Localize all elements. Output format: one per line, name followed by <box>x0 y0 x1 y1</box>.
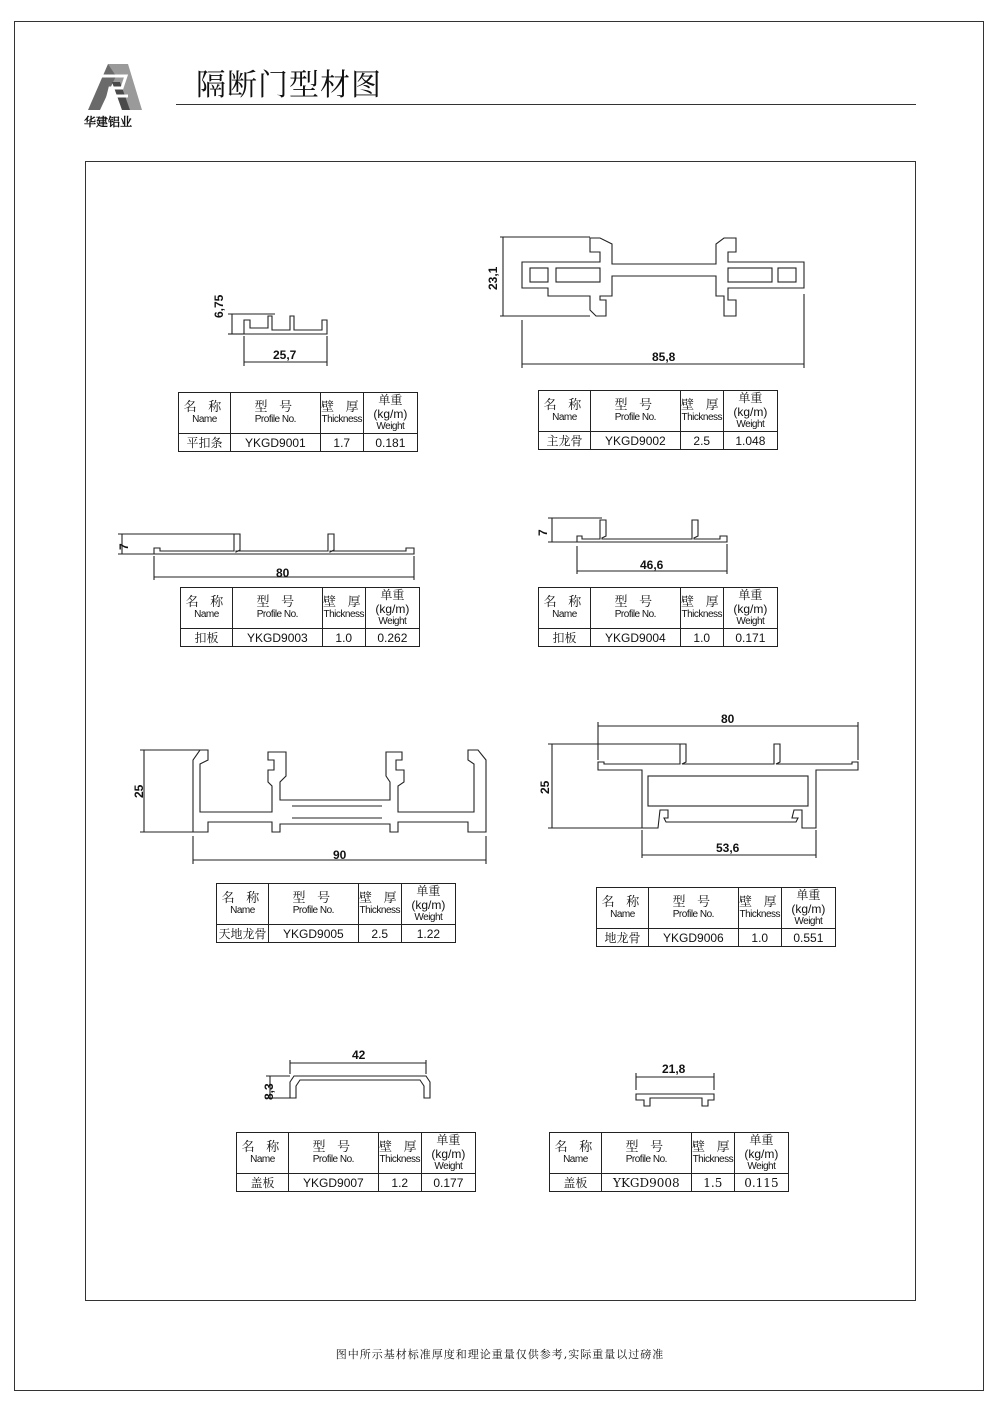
profile-code: YKGD9006 <box>648 929 738 947</box>
header-thickness: 壁 厚 <box>322 594 365 609</box>
header-weight-en: Weight <box>414 912 443 923</box>
profile-drawing-9006 <box>548 722 858 858</box>
profile-weight: 0.177 <box>421 1174 475 1192</box>
dim-height-9004: 7 <box>536 529 550 536</box>
header-profile-en: Profile No. <box>254 414 296 425</box>
header-weight: 单重(kg/m) <box>373 393 408 421</box>
dim-width-9006: 80 <box>721 712 735 726</box>
profile-code: YKGD9002 <box>590 432 680 450</box>
header-name-en: Name <box>230 905 255 916</box>
dim-width-9005: 90 <box>333 848 347 862</box>
dim-width-9001: 25,7 <box>273 348 297 362</box>
header-profile-en: Profile No. <box>256 609 298 620</box>
profile-weight: 0.181 <box>363 434 417 452</box>
profile-name: 盖板 <box>550 1174 602 1192</box>
header-profile: 型 号 <box>614 397 657 412</box>
dim-width-9003: 80 <box>276 566 290 580</box>
header-name: 名 称 <box>543 397 586 412</box>
header-thickness: 壁 厚 <box>738 894 781 909</box>
profile-drawing-9007 <box>266 1060 430 1098</box>
profile-weight: 0.171 <box>723 629 777 647</box>
spec-table-9004 <box>538 587 778 647</box>
profile-drawing-9002 <box>500 237 804 368</box>
profile-name: 平扣条 <box>179 434 231 452</box>
dim-height-9002: 23,1 <box>486 266 500 290</box>
header-name: 名 称 <box>221 890 264 905</box>
header-weight: 单重(kg/m) <box>733 588 768 616</box>
profile-drawing-9003 <box>118 534 414 580</box>
profile-drawing-9008 <box>636 1073 714 1106</box>
header-profile: 型 号 <box>614 594 657 609</box>
header-thickness-en: Thickness <box>379 1154 421 1165</box>
profile-weight: 0.551 <box>781 929 835 947</box>
header-weight: 单重(kg/m) <box>375 588 410 616</box>
header-thickness-en: Thickness <box>739 909 781 920</box>
header-profile: 型 号 <box>254 399 297 414</box>
page-title: 隔断门型材图 <box>196 68 382 103</box>
header-name-en: Name <box>194 609 219 620</box>
profile-code: YKGD9003 <box>232 629 322 647</box>
spec-table-9005 <box>216 883 456 943</box>
header-profile: 型 号 <box>625 1139 668 1154</box>
header-name: 名 称 <box>554 1139 597 1154</box>
profile-name: 地龙骨 <box>597 929 649 947</box>
header-name: 名 称 <box>185 594 228 609</box>
dim-width-9008: 21,8 <box>662 1062 686 1076</box>
header-profile: 型 号 <box>256 594 299 609</box>
header-profile: 型 号 <box>292 890 335 905</box>
header-thickness-en: Thickness <box>681 609 723 620</box>
header-weight-en: Weight <box>434 1161 463 1172</box>
header-weight: 单重(kg/m) <box>733 391 768 419</box>
header-weight-en: Weight <box>794 916 823 927</box>
profile-name: 盖板 <box>237 1174 289 1192</box>
header-weight: 单重(kg/m) <box>411 884 446 912</box>
profile-code: YKGD9001 <box>230 434 320 452</box>
header-weight: 单重(kg/m) <box>791 888 826 916</box>
header-weight: 单重(kg/m) <box>744 1133 779 1161</box>
profile-name: 扣板 <box>539 629 591 647</box>
header-name-en: Name <box>563 1154 588 1165</box>
company-name: 华建铝业 <box>84 115 133 129</box>
profile-drawing-9004 <box>548 518 727 574</box>
header-name-en: Name <box>552 609 577 620</box>
profile-thickness: 1.2 <box>378 1174 421 1192</box>
header-thickness: 壁 厚 <box>692 1139 734 1154</box>
header-profile: 型 号 <box>312 1139 355 1154</box>
dim-width-9007: 42 <box>352 1048 366 1062</box>
profile-weight: 0.115 <box>734 1174 788 1192</box>
dim-height-9003: 7 <box>117 543 131 550</box>
dim-height-9001: 6,75 <box>212 294 226 318</box>
profile-weight: 1.048 <box>723 432 777 450</box>
profile-thickness: 1.7 <box>320 434 363 452</box>
dim-width-9002: 85,8 <box>652 350 676 364</box>
profile-name: 扣板 <box>181 629 233 647</box>
spec-table-9003 <box>180 587 420 647</box>
profile-thickness: 2.5 <box>680 432 723 450</box>
header-profile-en: Profile No. <box>292 905 334 916</box>
profile-thickness: 1.0 <box>738 929 781 947</box>
header-thickness-en: Thickness <box>681 412 723 423</box>
footer-note: 图中所示基材标准厚度和理论重量仅供参考,实际重量以过磅准 <box>335 1348 665 1361</box>
profile-thickness: 2.5 <box>358 925 401 943</box>
header-weight: 单重(kg/m) <box>431 1133 466 1161</box>
spec-table-9002 <box>538 390 778 450</box>
header-name: 名 称 <box>183 399 226 414</box>
header-thickness-en: Thickness <box>321 414 363 425</box>
header-profile-en: Profile No. <box>312 1154 354 1165</box>
profile-weight: 0.262 <box>365 629 419 647</box>
spec-table-9008 <box>549 1132 789 1192</box>
header-profile-en: Profile No. <box>614 412 656 423</box>
profile-thickness: 1.0 <box>680 629 723 647</box>
profile-code: YKGD9007 <box>288 1174 378 1192</box>
header-name: 名 称 <box>543 594 586 609</box>
spec-table-9001 <box>178 392 418 452</box>
header-weight-en: Weight <box>736 419 765 430</box>
header-thickness: 壁 厚 <box>378 1139 421 1154</box>
profile-name: 主龙骨 <box>539 432 591 450</box>
spec-table-9006 <box>596 887 836 947</box>
header-thickness-en: Thickness <box>323 609 365 620</box>
profile-name: 天地龙骨 <box>218 926 267 941</box>
header-profile-en: Profile No. <box>614 609 656 620</box>
dim-width-9004: 46,6 <box>640 558 664 572</box>
header-name-en: Name <box>192 414 217 425</box>
dim-height-9005: 25 <box>132 784 146 798</box>
header-profile-en: Profile No. <box>672 909 714 920</box>
header-name-en: Name <box>552 412 577 423</box>
profile-weight: 1.22 <box>401 925 455 943</box>
header-weight-en: Weight <box>747 1161 776 1172</box>
header-thickness-en: Thickness <box>692 1154 734 1165</box>
header-thickness: 壁 厚 <box>320 399 363 414</box>
profile-code: YKGD9008 <box>601 1174 691 1192</box>
profile-drawing-9005 <box>140 750 486 864</box>
header-thickness-en: Thickness <box>359 905 401 916</box>
header-name-en: Name <box>250 1154 275 1165</box>
header-weight-en: Weight <box>736 616 765 627</box>
header-thickness: 壁 厚 <box>680 397 723 412</box>
header-profile-en: Profile No. <box>625 1154 667 1165</box>
profile-thickness: 1.5 <box>691 1174 734 1192</box>
profile-code: YKGD9004 <box>590 629 680 647</box>
header-thickness: 壁 厚 <box>680 594 723 609</box>
dim-height-9006: 25 <box>538 780 552 794</box>
header-name-en: Name <box>610 909 635 920</box>
profile-code: YKGD9005 <box>268 925 358 943</box>
header-profile: 型 号 <box>672 894 715 909</box>
header-thickness: 壁 厚 <box>358 890 401 905</box>
spec-table-9007 <box>236 1132 476 1192</box>
dim-inner-width-9006: 53,6 <box>716 841 740 855</box>
header-weight-en: Weight <box>378 616 407 627</box>
dim-height-9007: 8,3 <box>262 1083 276 1100</box>
header-name: 名 称 <box>601 894 644 909</box>
profile-thickness: 1.0 <box>322 629 365 647</box>
header-weight-en: Weight <box>376 421 405 432</box>
header-name: 名 称 <box>241 1139 284 1154</box>
